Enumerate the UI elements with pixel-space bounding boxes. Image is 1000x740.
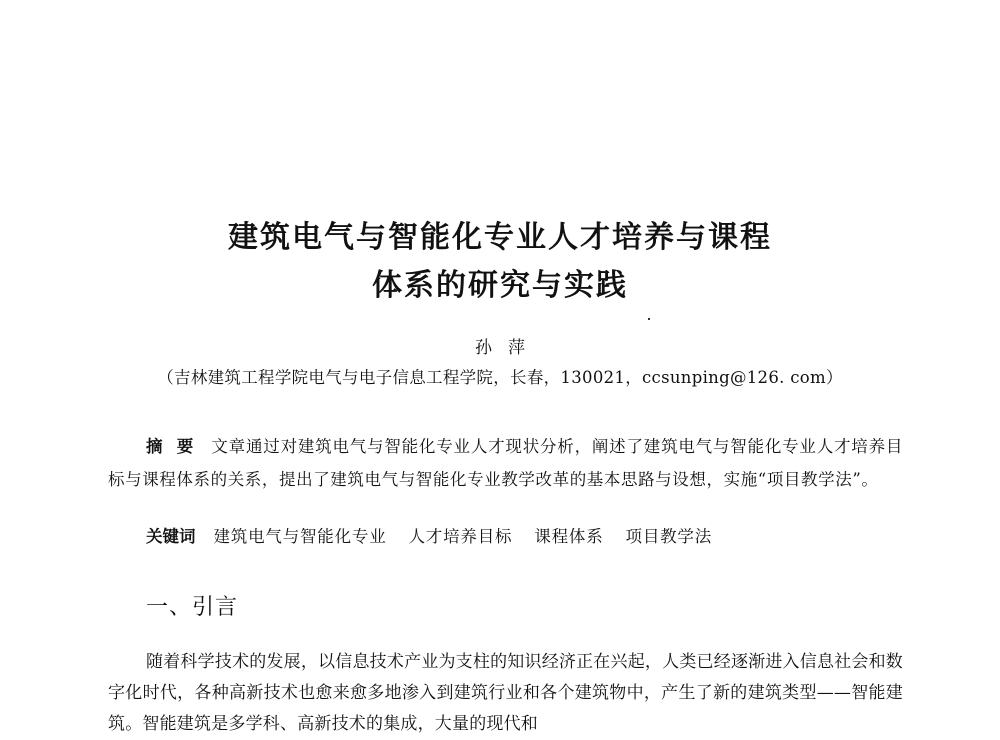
section-heading: 一、引言 [146,595,239,620]
abstract-text: 文章通过对建筑电气与智能化专业人才现状分析，阐述了建筑电气与智能化专业人才培养目标与课程体系的关系，提出了建筑电气与智能化专业教学改革的基本思路与设想，实施“项目教学法”。 [108,437,903,489]
author-name: 孙萍 [475,338,541,358]
keywords-label: 关键词 [146,527,196,546]
intro-paragraph: 随着科学技术的发展，以信息技术产业为支柱的知识经济正在兴起，人类已经逐渐进入信息社会和数字化时代，各种高新技术也愈来愈多地渗入到建筑行业和各个建筑物中，产生了新的建筑类型——智能建筑。智能建筑是多学科、高新技术的集成，大量的现代和 [108,652,903,734]
keyword-item: 课程体系 [534,527,604,546]
paper-title-line-2: 体系的研究与实践 [372,268,628,303]
paper-title-line-1: 建筑电气与智能化专业人才培养与课程 [228,220,772,255]
stray-dot [648,318,650,320]
keyword-item: 项目教学法 [625,527,713,546]
keyword-item: 人才培养目标 [408,527,513,546]
author-affiliation: （吉林建筑工程学院电气与电子信息工程学院，长春，130021，ccsunping@126. com） [157,368,843,387]
abstract-label: 摘要 [146,437,208,456]
keyword-item: 建筑电气与智能化专业 [213,527,387,546]
keywords [146,523,734,547]
abstract [108,430,903,496]
